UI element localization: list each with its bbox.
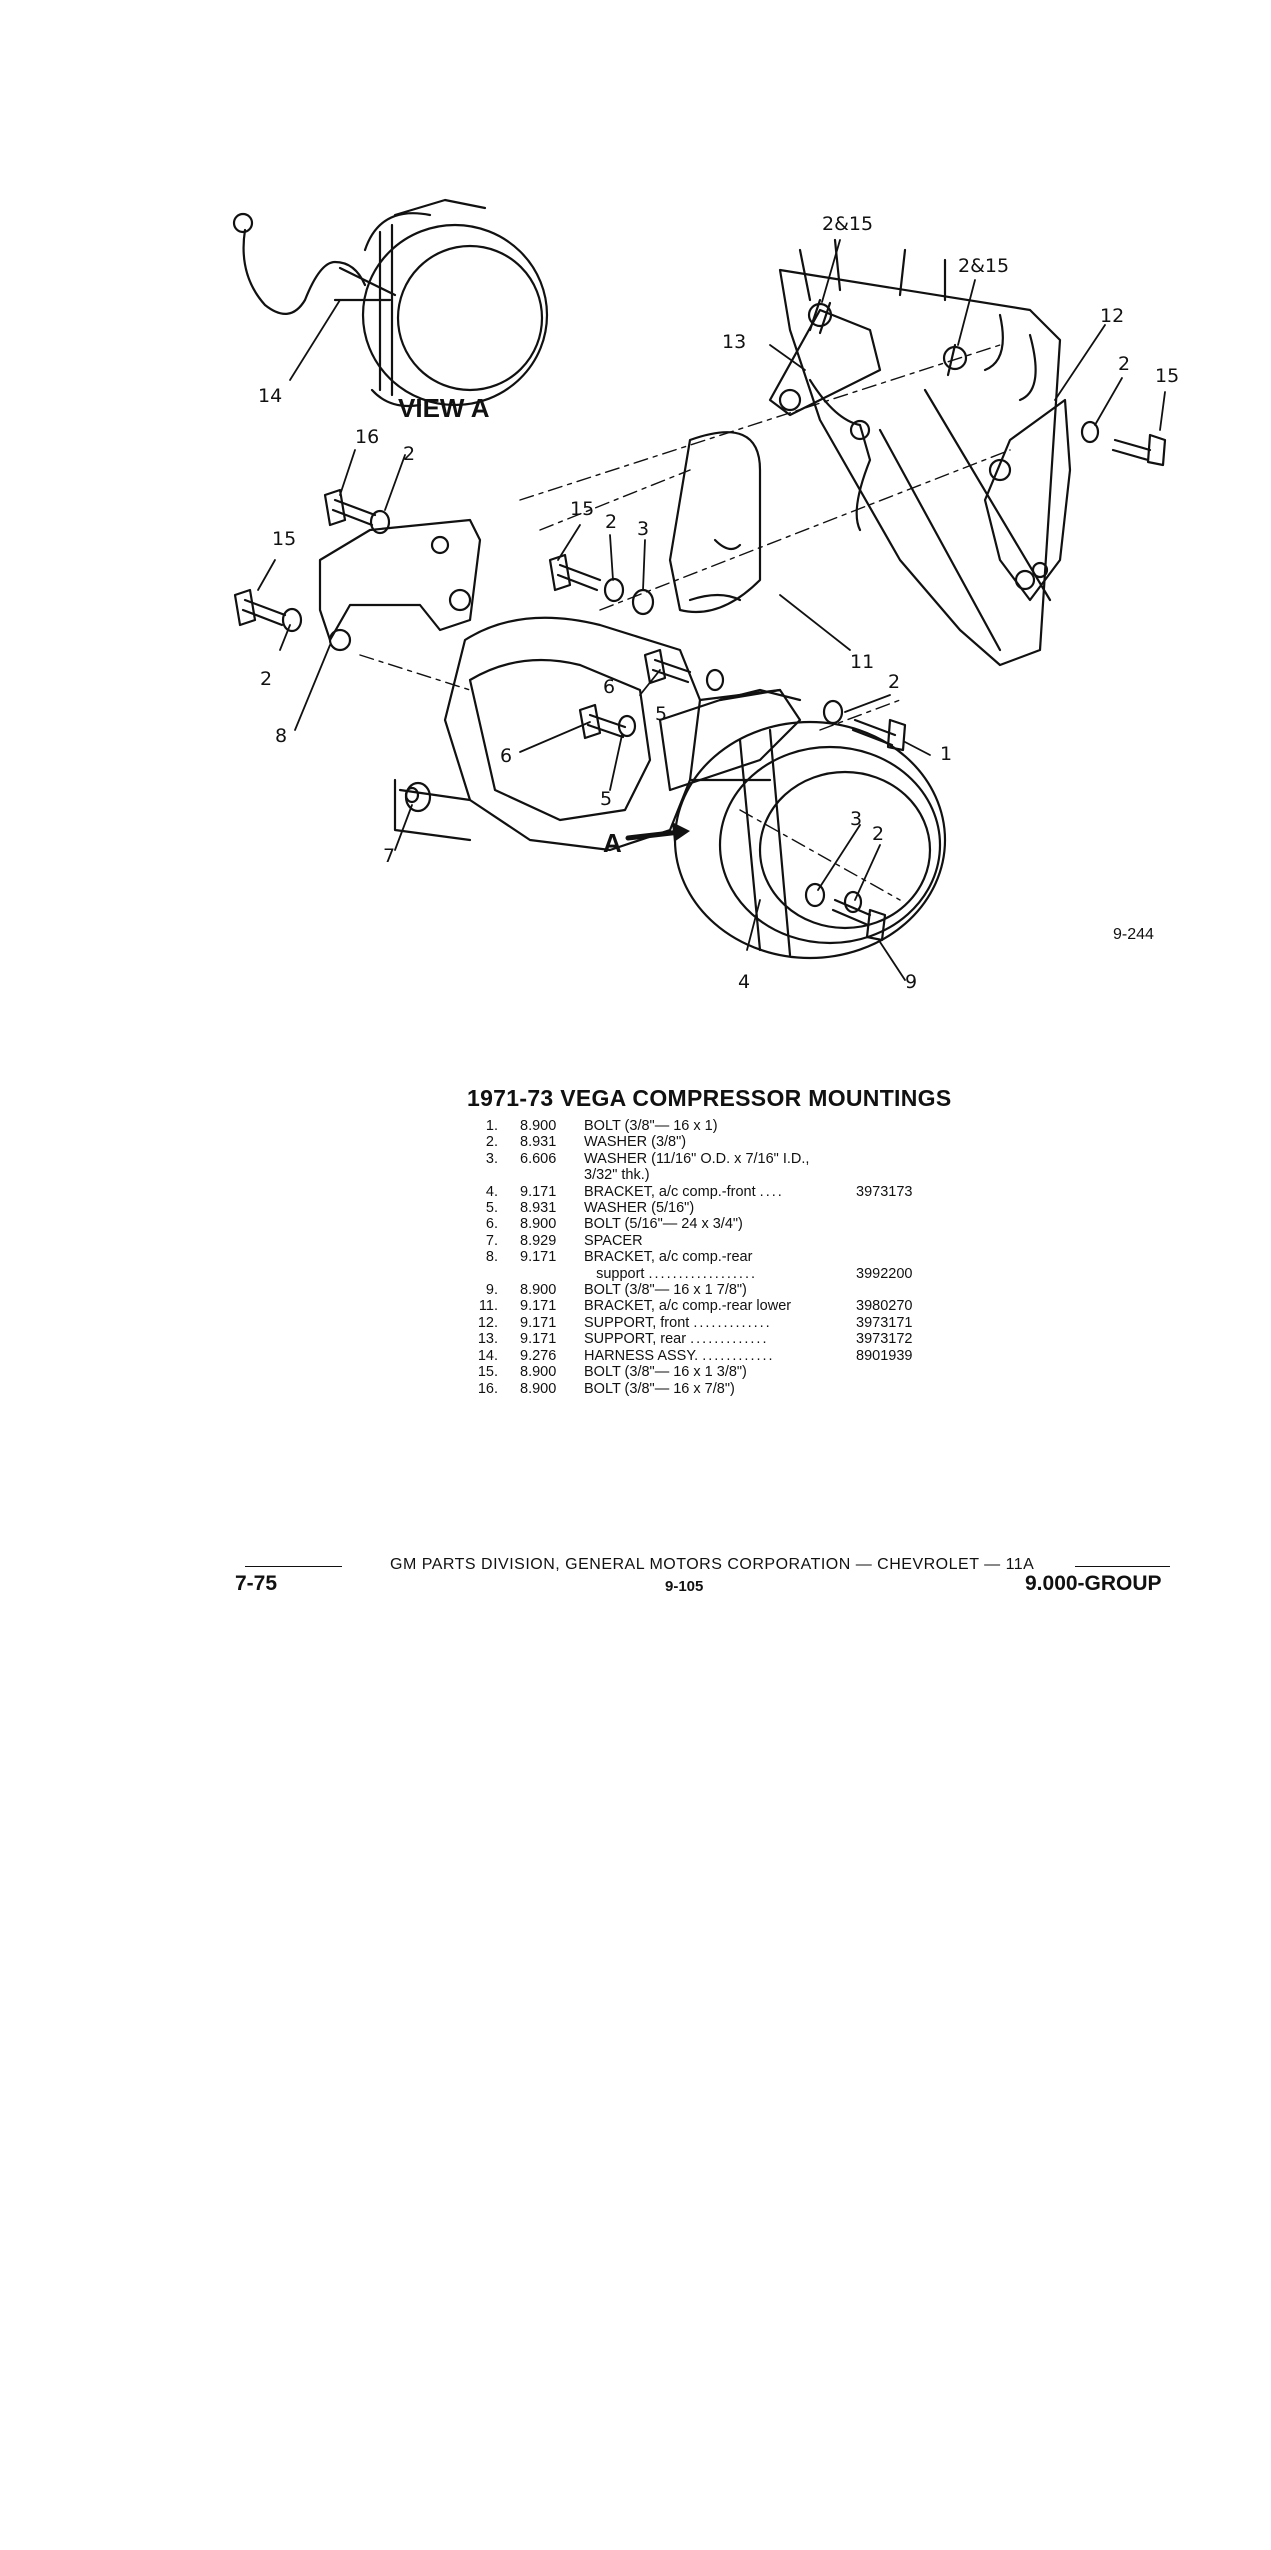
callout: 2 (888, 671, 901, 693)
footer-publisher-line: GM PARTS DIVISION, GENERAL MOTORS CORPORATION — CHEVROLET — 11A (390, 1556, 1035, 1573)
callout: 5 (600, 788, 613, 810)
part-group-number: 6.606 (520, 1150, 557, 1167)
callout: 2 (872, 823, 885, 845)
washer-3-center (633, 590, 653, 614)
part-description (584, 1233, 856, 1249)
parts-list-title: 1971-73 VEGA COMPRESSOR MOUNTINGS (467, 1085, 952, 1111)
part-description (584, 1364, 856, 1380)
parts-row (458, 1118, 946, 1134)
part-item-number: 4. (485, 1183, 498, 1200)
part-description-text: WASHER (5/16") (584, 1200, 695, 1217)
part-description-text: BOLT (3/8"— 16 x 1) (584, 1118, 718, 1134)
view-a-label: VIEW A (398, 393, 490, 423)
part-description-text: BOLT (5/16"— 24 x 3/4") (584, 1216, 743, 1233)
part-description-text: SPACER (584, 1232, 643, 1249)
leader-dots: .... (759, 1183, 784, 1200)
part-number (856, 1282, 946, 1298)
parts-row (458, 1348, 946, 1364)
callout: 15 (1155, 365, 1180, 387)
part-group-number: 8.931 (520, 1200, 557, 1217)
part-description (584, 1249, 856, 1265)
part-number (856, 1167, 946, 1183)
part-description-text: WASHER (3/8") (584, 1134, 687, 1151)
part-description (584, 1266, 856, 1282)
washer-2-bolt-9 (845, 892, 861, 912)
part-description (584, 1184, 856, 1200)
clutch-pulley (660, 690, 945, 958)
parts-row (458, 1364, 946, 1380)
part-number (856, 1381, 946, 1397)
part-number (856, 1151, 946, 1167)
part-item-number: 7. (485, 1232, 498, 1249)
washer-2-center (605, 579, 623, 601)
part-group-number: 8.900 (520, 1282, 557, 1299)
callout: 1 (940, 743, 953, 765)
callout: 8 (275, 725, 288, 747)
callout: 2 (260, 668, 273, 690)
part-group-number: 9.171 (520, 1331, 557, 1348)
part-item-number: 5. (485, 1200, 498, 1217)
washer-2-bolt-1 (824, 701, 842, 723)
part-item-number: 16. (477, 1380, 498, 1397)
part-description-text: WASHER (11/16" O.D. x 7/16" I.D., (584, 1150, 810, 1167)
callout: 15 (272, 528, 297, 550)
washer-5-upper (707, 670, 723, 690)
part-number: 3973172 (856, 1331, 913, 1348)
view-a-detail (234, 200, 547, 406)
bolt-6-upper (645, 650, 690, 683)
part-description-text: HARNESS ASSY. (584, 1347, 699, 1364)
leader-dots: ............ (702, 1347, 775, 1364)
parts-row (458, 1184, 946, 1200)
rear-lower-bracket (670, 432, 760, 612)
part-description (584, 1200, 856, 1216)
bolt-1 (853, 720, 905, 750)
part-group-number: 8.931 (520, 1134, 557, 1151)
footer-rule-left (245, 1566, 342, 1567)
part-group-number: 8.900 (520, 1216, 557, 1233)
callout: 3 (850, 808, 863, 830)
part-description (584, 1298, 856, 1314)
part-item-number: 15. (477, 1364, 498, 1381)
footer-rule-right (1075, 1566, 1170, 1567)
part-number: 3973171 (856, 1314, 913, 1331)
compressor-body (395, 618, 780, 850)
leader-dots: ............. (693, 1314, 772, 1331)
rear-support-bracket (320, 520, 480, 650)
leader-dots: .................. (648, 1265, 757, 1282)
part-number (856, 1200, 946, 1216)
arrow-a-label: A (603, 828, 622, 858)
callout: 2&15 (822, 213, 874, 235)
part-number (856, 1118, 946, 1134)
bolt-2-15-a (809, 300, 831, 333)
part-item-number (458, 1266, 506, 1282)
part-description-text: BOLT (3/8"— 16 x 1 3/8") (584, 1364, 747, 1381)
part-group-number (506, 1167, 584, 1183)
arrow-a-head (672, 822, 690, 842)
part-number: 3992200 (856, 1265, 913, 1282)
part-number (856, 1364, 946, 1380)
part-item-number: 14. (477, 1347, 498, 1364)
parts-row (458, 1331, 946, 1347)
parts-list-table (458, 1118, 946, 1397)
part-group-number: 9.276 (520, 1347, 557, 1364)
part-description-text: BOLT (3/8"— 16 x 7/8") (584, 1380, 735, 1397)
part-item-number: 12. (477, 1314, 498, 1331)
part-description-text: BRACKET, a/c comp.-rear lower (584, 1298, 792, 1315)
part-item-number: 1. (485, 1118, 498, 1134)
parts-row (458, 1134, 946, 1150)
parts-row (458, 1167, 946, 1183)
part-group-number: 8.929 (520, 1232, 557, 1249)
part-description (584, 1282, 856, 1298)
callout: 13 (722, 331, 747, 353)
part-description (584, 1331, 856, 1347)
parts-row (458, 1315, 946, 1331)
part-number: 8901939 (856, 1347, 913, 1364)
leader-dots: ............. (690, 1331, 769, 1348)
callout: 2 (403, 443, 416, 465)
callout: 5 (655, 703, 668, 725)
callout: 3 (637, 518, 650, 540)
part-number: 3980270 (856, 1298, 913, 1315)
parts-row (458, 1233, 946, 1249)
part-description-text: BRACKET, a/c comp.-rear (584, 1249, 753, 1266)
footer-page-number: 9-105 (665, 1578, 704, 1595)
part-description (584, 1381, 856, 1397)
part-group-number: 9.171 (520, 1298, 557, 1315)
parts-row (458, 1282, 946, 1298)
part-number: 3973173 (856, 1183, 913, 1200)
footer-date-code: 7-75 (235, 1572, 278, 1595)
callout: 6 (500, 745, 513, 767)
part-group-number (506, 1266, 584, 1282)
part-description-text: BOLT (3/8"— 16 x 1 7/8") (584, 1282, 747, 1299)
part-description (584, 1348, 856, 1364)
compressor-mounting-diagram (0, 0, 1271, 1020)
washer-2-left (283, 609, 301, 631)
parts-row (458, 1151, 946, 1167)
arrow-a-shaft (628, 832, 680, 838)
part-description (584, 1118, 856, 1134)
part-description-text: 3/32" thk.) (584, 1167, 650, 1184)
bolt-16 (325, 490, 375, 525)
washer-3-bolt-9 (806, 884, 824, 906)
callout: 7 (383, 845, 396, 867)
part-group-number: 8.900 (520, 1364, 557, 1381)
figure-number: 9-244 (1113, 926, 1154, 943)
callout: 16 (355, 426, 380, 448)
part-group-number: 8.900 (520, 1118, 557, 1134)
bolt-15-right (1113, 435, 1165, 465)
callout: 9 (905, 971, 918, 993)
part-description (584, 1167, 856, 1183)
footer-group: 9.000-GROUP (1025, 1572, 1162, 1595)
callout: 15 (570, 498, 595, 520)
part-item-number: 6. (485, 1216, 498, 1233)
center-lines (360, 345, 1010, 900)
part-item-number: 9. (485, 1282, 498, 1299)
parts-row (458, 1249, 946, 1265)
part-description (584, 1216, 856, 1232)
part-group-number: 9.171 (520, 1249, 557, 1266)
part-item-number: 13. (477, 1331, 498, 1348)
callout: 12 (1100, 305, 1125, 327)
part-description-text: BRACKET, a/c comp.-front (584, 1183, 756, 1200)
part-description (584, 1151, 856, 1167)
part-description (584, 1134, 856, 1150)
part-group-number: 9.171 (520, 1183, 557, 1200)
callout: 6 (603, 676, 616, 698)
parts-row (458, 1266, 946, 1282)
callout: 14 (258, 385, 283, 407)
part-number (856, 1233, 946, 1249)
parts-row (458, 1298, 946, 1314)
callout: 2 (605, 511, 618, 533)
part-description-text: SUPPORT, front (584, 1314, 690, 1331)
part-item-number: 2. (485, 1134, 498, 1151)
parts-row (458, 1200, 946, 1216)
part-item-number (458, 1167, 506, 1183)
part-description (584, 1315, 856, 1331)
callout-labels (258, 213, 1179, 993)
callout: 2 (1118, 353, 1131, 375)
part-number (856, 1134, 946, 1150)
part-description-text: SUPPORT, rear (584, 1331, 687, 1348)
part-group-number: 8.900 (520, 1380, 557, 1397)
bolt-15-left (235, 590, 285, 625)
part-description-text: support (584, 1265, 645, 1282)
parts-row (458, 1216, 946, 1232)
part-group-number: 9.171 (520, 1314, 557, 1331)
front-support (985, 400, 1070, 600)
part-item-number: 3. (485, 1150, 498, 1167)
part-number (856, 1249, 946, 1265)
bolt-6-lower (580, 705, 625, 738)
part-item-number: 11. (478, 1298, 498, 1315)
parts-row (458, 1381, 946, 1397)
callout: 11 (850, 651, 875, 673)
spacer-7 (406, 783, 430, 811)
part-number (856, 1216, 946, 1232)
callout: 4 (738, 971, 751, 993)
part-item-number: 8. (485, 1249, 498, 1266)
callout: 2&15 (958, 255, 1010, 277)
